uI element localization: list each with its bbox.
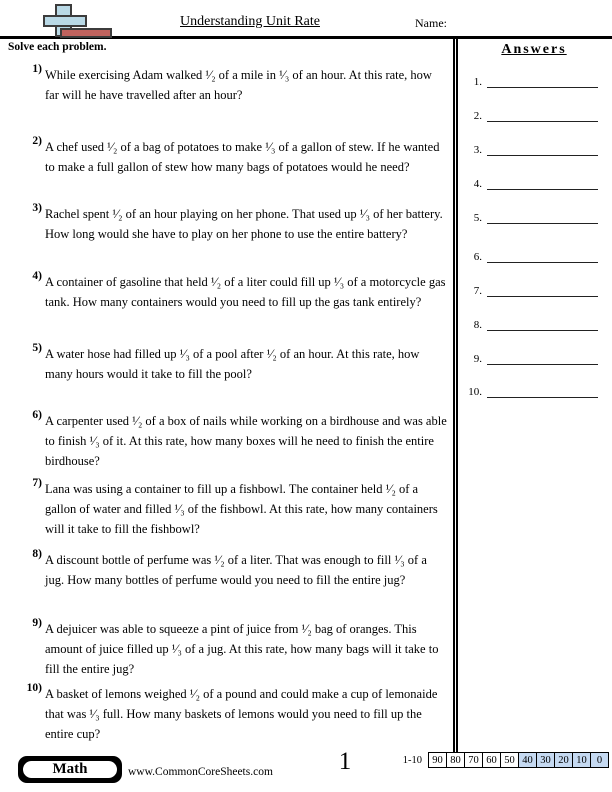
problem-number: 9)	[32, 617, 42, 629]
score-cell: 90	[429, 753, 446, 767]
answers-column	[456, 38, 612, 752]
worksheet-title: Understanding Unit Rate	[180, 14, 320, 29]
answer-blank-line[interactable]	[487, 381, 598, 398]
answer-blank-line[interactable]	[487, 173, 598, 190]
problem-item	[0, 619, 453, 679]
problem-number: 5)	[32, 342, 42, 354]
problem-item	[0, 411, 453, 471]
problem-item	[0, 272, 453, 312]
answer-row	[460, 349, 598, 365]
answer-number: 7.	[473, 285, 482, 297]
problem-number: 6)	[32, 409, 42, 421]
plus-icon	[43, 15, 87, 27]
answer-number: 4.	[473, 178, 482, 190]
answer-row	[460, 72, 598, 88]
answer-blank-line[interactable]	[487, 71, 598, 88]
score-cell: 60	[482, 753, 500, 767]
problem-item	[0, 344, 453, 384]
problem-number: 3)	[32, 202, 42, 214]
problem-item	[0, 479, 453, 539]
problem-text: A basket of lemons weighed ¹⁄₂ of a pound and could make a cup of lemonaide that was ¹⁄₃ full. How many baskets of lemons would you need to fill up the entire cup?	[45, 687, 438, 741]
answer-row	[460, 174, 598, 190]
problem-text: A discount bottle of perfume was ¹⁄₂ of a liter. That was enough to fill ¹⁄₃ of a jug. How many bottles of perfume would you need to fill the entire jug?	[45, 553, 427, 587]
instructions-text: Solve each problem.	[8, 41, 107, 53]
answer-number: 2.	[473, 110, 482, 122]
answer-blank-line[interactable]	[487, 280, 598, 297]
answer-blank-line[interactable]	[487, 207, 598, 224]
problem-item	[0, 204, 453, 244]
problem-number: 8)	[32, 548, 42, 560]
answer-number: 5.	[473, 212, 482, 224]
answer-row	[460, 140, 598, 156]
score-cell: 0	[590, 753, 608, 767]
answer-number: 3.	[473, 144, 482, 156]
score-cell: 50	[500, 753, 518, 767]
problem-item	[0, 137, 453, 177]
problem-item	[0, 65, 453, 105]
score-cells	[428, 752, 609, 768]
problems-column	[0, 38, 453, 752]
problem-number: 4)	[32, 270, 42, 282]
website-url: www.CommonCoreSheets.com	[128, 766, 273, 778]
score-cell: 20	[554, 753, 572, 767]
answers-heading: Answers	[501, 42, 567, 57]
problem-text: A container of gasoline that held ¹⁄₂ of a liter could fill up ¹⁄₃ of a motorcycle gas tank. How many containers would you need to fill up the gas tank entirely?	[45, 275, 446, 309]
score-cell: 30	[536, 753, 554, 767]
score-cell: 10	[572, 753, 590, 767]
score-range-label: 1-10	[402, 754, 422, 766]
answer-blank-line[interactable]	[487, 105, 598, 122]
score-cell: 70	[464, 753, 482, 767]
answer-blank-line[interactable]	[487, 348, 598, 365]
answer-row	[460, 106, 598, 122]
page-number: 1	[338, 748, 352, 775]
problem-text: Lana was using a container to fill up a fishbowl. The container held ¹⁄₂ of a gallon of water and filled ¹⁄₃ of the fishbowl. At this rate, how many containers will it take to fill the fishbowl?	[45, 482, 438, 536]
problem-text: Rachel spent ¹⁄₂ of an hour playing on her phone. That used up ¹⁄₃ of her battery. How long would she have to play on her phone to use the entire battery?	[45, 207, 443, 241]
answer-number: 9.	[473, 353, 482, 365]
answer-blank-line[interactable]	[487, 246, 598, 263]
score-cell: 80	[446, 753, 464, 767]
problem-number: 2)	[32, 135, 42, 147]
answer-number: 8.	[473, 319, 482, 331]
answer-row	[460, 382, 598, 398]
answer-number: 10.	[468, 386, 482, 398]
minus-icon	[60, 28, 112, 38]
answer-row	[460, 315, 598, 331]
problem-text: A water hose had filled up ¹⁄₃ of a pool after ¹⁄₂ of an hour. At this rate, how many hours would it take to fill the pool?	[45, 347, 420, 381]
answer-row	[460, 247, 598, 263]
answer-row	[460, 208, 598, 224]
problem-item	[0, 684, 453, 744]
score-cell: 40	[518, 753, 536, 767]
problem-text: While exercising Adam walked ¹⁄₂ of a mile in ¹⁄₃ of an hour. At this rate, how far will he have travelled after an hour?	[45, 68, 432, 102]
problem-number: 10)	[26, 682, 42, 694]
score-table	[403, 752, 609, 768]
problem-text: A carpenter used ¹⁄₂ of a box of nails while working on a birdhouse and was able to finish ¹⁄₃ of it. At this rate, how many boxes will he need to finish the entire birdhouse?	[45, 414, 447, 468]
answer-number: 1.	[473, 76, 482, 88]
name-label: Name:	[415, 16, 447, 30]
answer-blank-line[interactable]	[487, 314, 598, 331]
problem-item	[0, 550, 453, 590]
answer-row	[460, 281, 598, 297]
problem-number: 1)	[32, 63, 42, 75]
subject-badge-label: Math	[21, 759, 119, 780]
problem-number: 7)	[32, 477, 42, 489]
problem-text: A dejuicer was able to squeeze a pint of juice from ¹⁄₂ bag of oranges. This amount of juice filled up ¹⁄₃ of a jug. At this rate, how many bags will it take to fill the entire jug?	[45, 622, 439, 676]
answer-blank-line[interactable]	[487, 139, 598, 156]
problem-text: A chef used ¹⁄₂ of a bag of potatoes to make ¹⁄₃ of a gallon of stew. If he wanted to make a full gallon of stew how many bags of potatoes would he need?	[45, 140, 440, 174]
answer-number: 6.	[473, 251, 482, 263]
subject-badge	[18, 756, 122, 783]
